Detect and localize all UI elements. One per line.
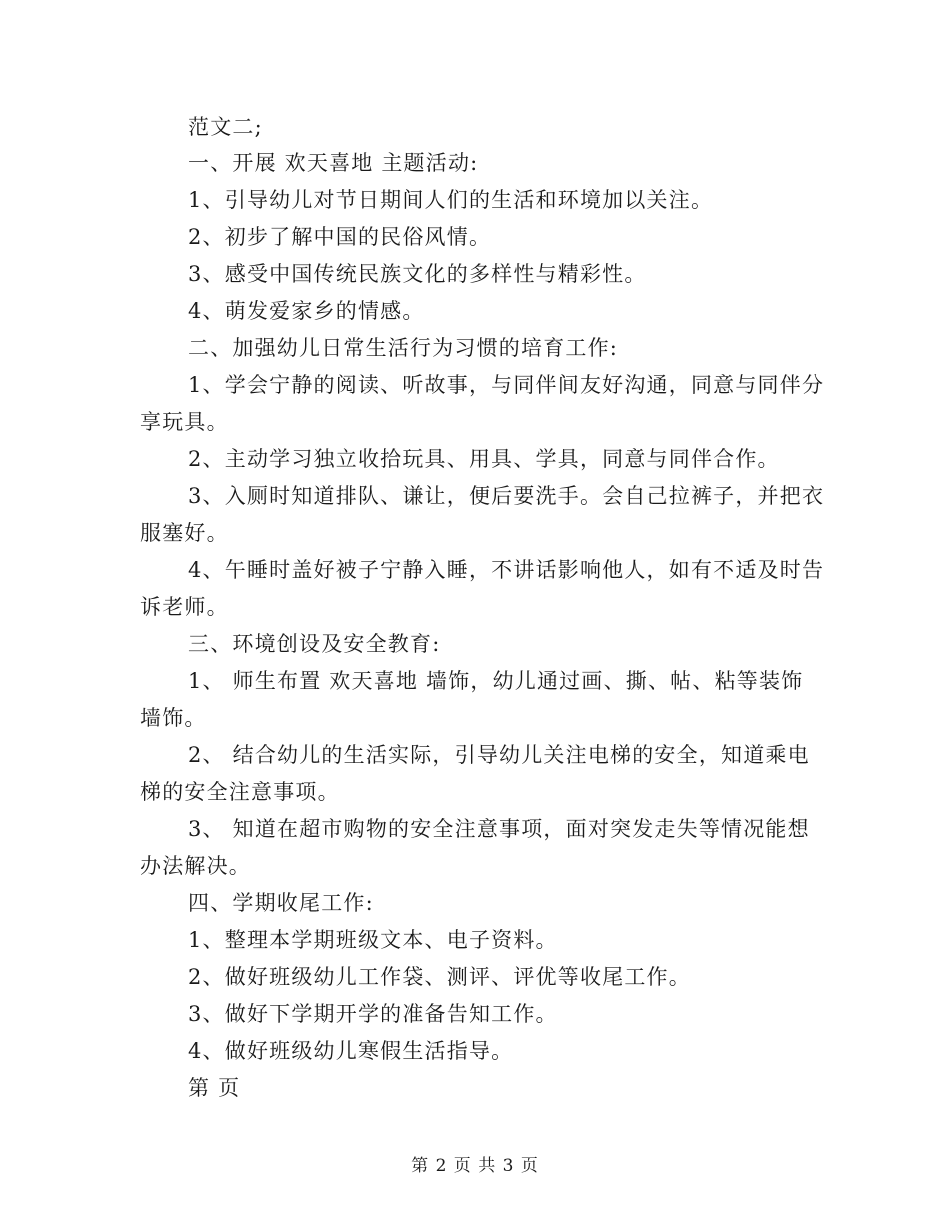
list-item: 1、整理本学期班级文本、电子资料。 [188,928,558,952]
list-item: 2、做好班级幼儿工作袋、测评、评优等收尾工作。 [188,965,691,989]
list-item: 1、引导幼儿对节日期间人们的生活和环境加以关注。 [188,188,714,212]
list-item: 3、感受中国传统民族文化的多样性与精彩性。 [188,262,647,286]
section-heading-example-2: 范文二; [188,115,263,139]
list-item-continuation: 服塞好。 [140,521,229,545]
list-item: 2、初步了解中国的民俗风情。 [188,225,492,249]
list-item: 1、 师生布置 欢天喜地 墙饰，幼儿通过画、撕、帖、粘等装饰 [188,669,804,693]
list-item-continuation: 享玩具。 [140,410,229,434]
list-item: 3、做好下学期开学的准备告知工作。 [188,1002,558,1026]
list-item: 1、学会宁静的阅读、听故事，与同伴间友好沟通，同意与同伴分 [188,373,825,397]
list-item: 2、 结合幼儿的生活实际，引导幼儿关注电梯的安全，知道乘电 [188,743,810,767]
list-item-continuation: 诉老师。 [140,595,229,619]
section-heading-3: 三、环境创设及安全教育: [188,632,441,656]
list-item-continuation: 办法解决。 [140,854,251,878]
list-item-continuation: 梯的安全注意事项。 [140,780,340,804]
page-footer-indicator: 第 2 页 共 3 页 [411,1156,539,1176]
list-item: 4、午睡时盖好被子宁静入睡，不讲话影响他人，如有不适及时告 [188,558,825,582]
section-heading-1: 一、开展 欢天喜地 主题活动: [188,151,479,175]
list-item: 4、做好班级幼儿寒假生活指导。 [188,1039,514,1063]
list-item: 4、萌发爱家乡的情感。 [188,299,425,323]
list-item: 3、入厕时知道排队、谦让，便后要洗手。会自己拉裤子，并把衣 [188,484,825,508]
list-item-continuation: 墙饰。 [140,706,207,730]
section-heading-2: 二、加强幼儿日常生活行为习惯的培育工作: [188,336,619,360]
list-item: 3、 知道在超市购物的安全注意事项，面对突发走失等情况能想 [188,817,810,841]
list-item: 2、主动学习独立收拾玩具、用具、学具，同意与同伴合作。 [188,447,780,471]
section-heading-4: 四、学期收尾工作: [188,891,374,915]
page-number-placeholder: 第 页 [188,1076,241,1100]
